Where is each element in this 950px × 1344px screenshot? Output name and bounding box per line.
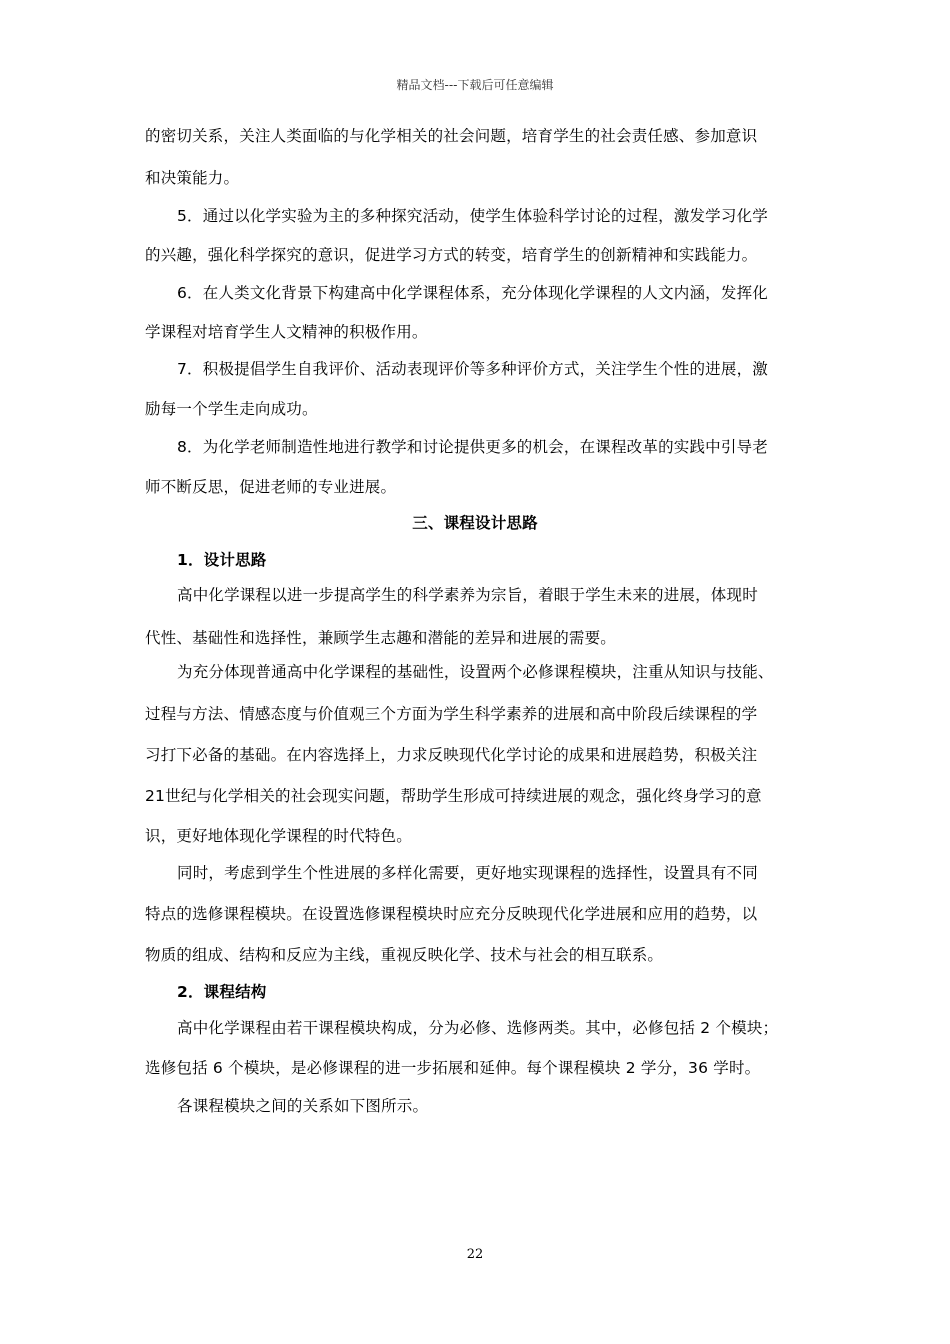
paragraph-line: 6．在人类文化背景下构建高中化学课程体系，充分体现化学课程的人文内涵，发挥化	[177, 284, 768, 302]
paragraph-line: 学课程对培育学生人文精神的积极作用。	[145, 323, 428, 341]
paragraph-line: 选修包括 6 个模块，是必修课程的进一步拓展和延伸。每个课程模块 2 学分，36 学时。	[145, 1059, 761, 1077]
subsection-title: 1．设计思路	[177, 551, 267, 569]
paragraph-line: 师不断反思，促进老师的专业进展。	[145, 478, 397, 496]
paragraph-line: 各课程模块之间的关系如下图所示。	[177, 1097, 429, 1115]
paragraph-line: 习打下必备的基础。在内容选择上，力求反映现代化学讨论的成果和进展趋势，积极关注	[145, 746, 758, 764]
paragraph-line: 的兴趣，强化科学探究的意识，促进学习方式的转变，培育学生的创新精神和实践能力。	[145, 246, 758, 264]
paragraph-line: 物质的组成、结构和反应为主线，重视反映化学、技术与社会的相互联系。	[145, 946, 664, 964]
page-header: 精品文档---下载后可任意编辑	[396, 78, 554, 92]
paragraph-line: 高中化学课程由若干课程模块构成，分为必修、选修两类。其中，必修包括 2 个模块；	[177, 1019, 779, 1037]
subsection-title: 2．课程结构	[177, 983, 267, 1001]
paragraph-line: 的密切关系，关注人类面临的与化学相关的社会问题，培育学生的社会责任感、参加意识	[145, 127, 758, 145]
paragraph-line: 同时，考虑到学生个性进展的多样化需要，更好地实现课程的选择性，设置具有不同	[177, 864, 758, 882]
paragraph-line: 高中化学课程以进一步提高学生的科学素养为宗旨，着眼于学生未来的进展，体现时	[177, 586, 758, 604]
paragraph-line: 过程与方法、情感态度与价值观三个方面为学生科学素养的进展和高中阶段后续课程的学	[145, 705, 758, 723]
section-title: 三、课程设计思路	[412, 514, 538, 532]
paragraph-line: 为充分体现普通高中化学课程的基础性，设置两个必修课程模块，注重从知识与技能、	[177, 663, 774, 681]
paragraph-line: 励每一个学生走向成功。	[145, 400, 318, 418]
paragraph-line: 5．通过以化学实验为主的多种探究活动，使学生体验科学讨论的过程，激发学习化学	[177, 207, 768, 225]
paragraph-line: 代性、基础性和选择性，兼顾学生志趣和潜能的差异和进展的需要。	[145, 629, 617, 647]
paragraph-line: 7．积极提倡学生自我评价、活动表现评价等多种评价方式，关注学生个性的进展，激	[177, 360, 768, 378]
paragraph-line: 特点的选修课程模块。在设置选修课程模块时应充分反映现代化学进展和应用的趋势，以	[145, 905, 758, 923]
paragraph-line: 21世纪与化学相关的社会现实问题，帮助学生形成可持续进展的观念，强化终身学习的意	[145, 787, 762, 805]
paragraph-line: 识，更好地体现化学课程的时代特色。	[145, 827, 412, 845]
page-number: 22	[466, 1247, 484, 1262]
paragraph-line: 和决策能力。	[145, 169, 240, 187]
paragraph-line: 8．为化学老师制造性地进行教学和讨论提供更多的机会，在课程改革的实践中引导老	[177, 438, 768, 456]
